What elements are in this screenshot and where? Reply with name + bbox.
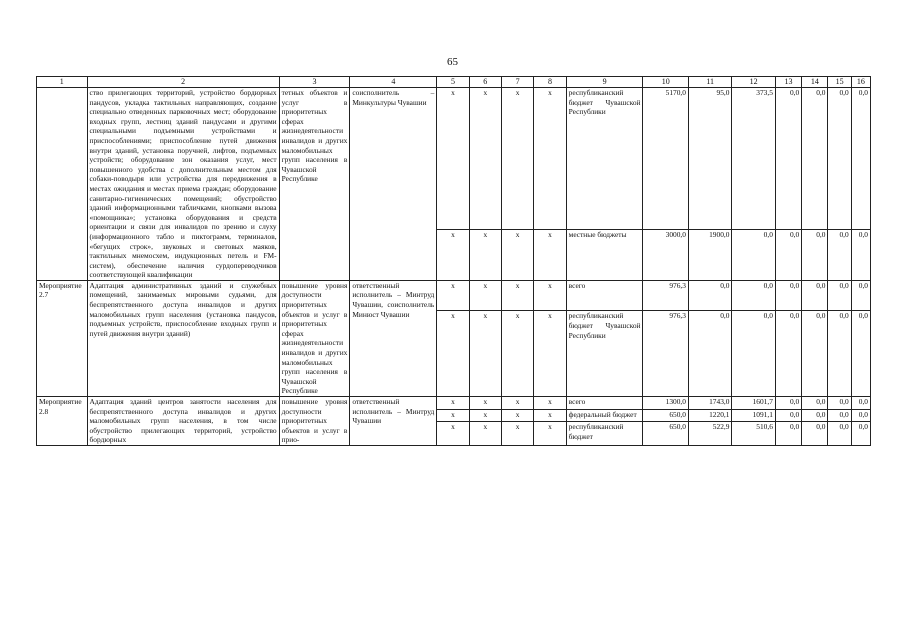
amount-cell: 0,0: [851, 397, 870, 410]
amount-cell: 0,0: [732, 280, 775, 310]
column-number: 11: [688, 77, 731, 88]
mark-cell: x: [501, 280, 533, 310]
amount-cell: 0,0: [802, 280, 828, 310]
activity-number-cell: Мероприятие 2.8: [37, 397, 88, 446]
amount-cell: 0,0: [775, 422, 801, 446]
amount-cell: 976,3: [643, 311, 688, 397]
activity-description-cell: Адаптация административных зданий и служебных помещений, занимаемых мировыми судьями, для беспрепятственного доступа инвалидов и других маломобильных групп населения (установка пандусов, подъемных устройств, приспособление входных групп и путей движения внутри зданий): [87, 280, 279, 396]
mark-cell: x: [469, 280, 501, 310]
amount-cell: 1091,1: [732, 409, 775, 422]
amount-cell: 0,0: [851, 422, 870, 446]
mark-cell: x: [534, 311, 566, 397]
column-number: 12: [732, 77, 775, 88]
page-number: 65: [447, 56, 458, 68]
amount-cell: 3000,0: [643, 230, 688, 281]
funding-source-cell: республиканский бюджет Чувашской Республики: [566, 311, 643, 397]
amount-cell: 1220,1: [688, 409, 731, 422]
executor-cell: соисполнитель – Минкультуры Чувашии: [350, 88, 437, 281]
column-number: 6: [469, 77, 501, 88]
amount-cell: 0,0: [802, 422, 828, 446]
amount-cell: 0,0: [775, 397, 801, 410]
mark-cell: x: [469, 311, 501, 397]
amount-cell: 650,0: [643, 409, 688, 422]
mark-cell: x: [501, 422, 533, 446]
mark-cell: x: [534, 397, 566, 410]
amount-cell: 1300,0: [643, 397, 688, 410]
amount-cell: 373,5: [732, 88, 775, 230]
mark-cell: x: [469, 409, 501, 422]
mark-cell: x: [437, 88, 469, 230]
amount-cell: 0,0: [775, 409, 801, 422]
mark-cell: x: [437, 311, 469, 397]
mark-cell: x: [501, 397, 533, 410]
executor-cell: ответственный исполнитель – Минтруд Чувашии: [350, 397, 437, 446]
amount-cell: 95,0: [688, 88, 731, 230]
amount-cell: 0,0: [802, 311, 828, 397]
amount-cell: 0,0: [828, 88, 851, 230]
program-table: [36, 76, 871, 446]
activity-number-cell: Мероприятие 2.7: [37, 280, 88, 396]
table-row: [37, 280, 871, 310]
mark-cell: x: [437, 397, 469, 410]
amount-cell: 0,0: [802, 230, 828, 281]
mark-cell: x: [469, 230, 501, 281]
column-number: 4: [350, 77, 437, 88]
column-number: 16: [851, 77, 870, 88]
mark-cell: x: [469, 397, 501, 410]
amount-cell: 0,0: [688, 311, 731, 397]
funding-source-cell: местные бюджеты: [566, 230, 643, 281]
amount-cell: 0,0: [851, 230, 870, 281]
mark-cell: x: [469, 422, 501, 446]
amount-cell: 0,0: [775, 280, 801, 310]
amount-cell: 510,6: [732, 422, 775, 446]
mark-cell: x: [437, 409, 469, 422]
amount-cell: 0,0: [851, 280, 870, 310]
amount-cell: 0,0: [828, 311, 851, 397]
expected-result-cell: тетных объектов и услуг в приоритетных сферах жизнедеятельности инвалидов и других маломобильных групп населения в Чувашской Республике: [279, 88, 350, 281]
column-number: 15: [828, 77, 851, 88]
amount-cell: 0,0: [775, 88, 801, 230]
funding-source-cell: республиканский бюджет: [566, 422, 643, 446]
column-number: 2: [87, 77, 279, 88]
column-number: 8: [534, 77, 566, 88]
amount-cell: 1743,0: [688, 397, 731, 410]
expected-result-cell: повышение уровня доступности приоритетных объектов и услуг в прио-: [279, 397, 350, 446]
amount-cell: 0,0: [688, 280, 731, 310]
column-number: 5: [437, 77, 469, 88]
mark-cell: x: [534, 280, 566, 310]
column-number: 9: [566, 77, 643, 88]
mark-cell: x: [501, 409, 533, 422]
amount-cell: 650,0: [643, 422, 688, 446]
amount-cell: 0,0: [851, 88, 870, 230]
amount-cell: 0,0: [828, 230, 851, 281]
activity-number-cell: [37, 88, 88, 281]
mark-cell: x: [437, 280, 469, 310]
amount-cell: 0,0: [851, 311, 870, 397]
amount-cell: 0,0: [828, 409, 851, 422]
amount-cell: 5170,0: [643, 88, 688, 230]
executor-cell: ответственный исполнитель – Минтруд Чувашии, соисполнитель Минюст Чувашии: [350, 280, 437, 396]
column-number: 10: [643, 77, 688, 88]
column-number-row: [37, 77, 871, 88]
amount-cell: 0,0: [828, 422, 851, 446]
mark-cell: x: [437, 422, 469, 446]
table-row: [37, 397, 871, 410]
amount-cell: 0,0: [775, 230, 801, 281]
mark-cell: x: [534, 230, 566, 281]
mark-cell: x: [534, 409, 566, 422]
amount-cell: 1900,0: [688, 230, 731, 281]
funding-source-cell: республиканский бюджет Чувашской Республики: [566, 88, 643, 230]
amount-cell: 0,0: [775, 311, 801, 397]
amount-cell: 0,0: [828, 280, 851, 310]
column-number: 3: [279, 77, 350, 88]
expected-result-cell: повышение уровня доступности приоритетных объектов и услуг в приоритетных сферах жизнедеятельности инвалидов и других маломобильных групп населения в Чувашской Республике: [279, 280, 350, 396]
column-number: 14: [802, 77, 828, 88]
amount-cell: 0,0: [732, 311, 775, 397]
amount-cell: 0,0: [802, 397, 828, 410]
column-number: 7: [501, 77, 533, 88]
activity-description-cell: ство прилегающих территорий, устройство бордюрных пандусов, укладка тактильных направляющих, создание специально отведенных парковочных мест; оборудование входных групп, лестниц зданий пандусами и другими специальными подъемными устройствами и приспособлениями; приспособление путей движения внутри зданий, установка поручней, лифтов, подъемных устройств; оборудование зон оказания услуг, мест повышенного удобства с дополнительным местом для собаки-поводыря или устройства для передвижения в местах ожидания и местах приема граждан; оборудование санитарно-гигиенических помещений; обустройство зданий информационными табличками, кнопками вызова «помощника»; установка оборудования и средств ориентации и связи для инвалидов по зрению и слуху (информационного табло и пиктограмм, терминалов, «бегущих строк», звуковых и световых маяков, тактильных мнемосхем, индукционных петель и FM-систем), обеспечение наличия сурдопереводчиков соответствующей квалификации: [87, 88, 279, 281]
mark-cell: x: [501, 230, 533, 281]
mark-cell: x: [437, 230, 469, 281]
mark-cell: x: [534, 422, 566, 446]
mark-cell: x: [501, 311, 533, 397]
amount-cell: 0,0: [732, 230, 775, 281]
table-row: [37, 88, 871, 230]
activity-description-cell: Адаптация зданий центров занятости населения для беспрепятственного доступа инвалидов и других маломобильных групп населения, в том числе обустройство прилегающих территорий, устройство бордюрных: [87, 397, 279, 446]
mark-cell: x: [501, 88, 533, 230]
funding-source-cell: всего: [566, 397, 643, 410]
column-number: 1: [37, 77, 88, 88]
amount-cell: 0,0: [802, 409, 828, 422]
mark-cell: x: [534, 88, 566, 230]
funding-source-cell: всего: [566, 280, 643, 310]
funding-source-cell: федеральный бюджет: [566, 409, 643, 422]
amount-cell: 0,0: [851, 409, 870, 422]
column-number: 13: [775, 77, 801, 88]
mark-cell: x: [469, 88, 501, 230]
amount-cell: 522,9: [688, 422, 731, 446]
amount-cell: 0,0: [802, 88, 828, 230]
amount-cell: 976,3: [643, 280, 688, 310]
amount-cell: 0,0: [828, 397, 851, 410]
amount-cell: 1601,7: [732, 397, 775, 410]
